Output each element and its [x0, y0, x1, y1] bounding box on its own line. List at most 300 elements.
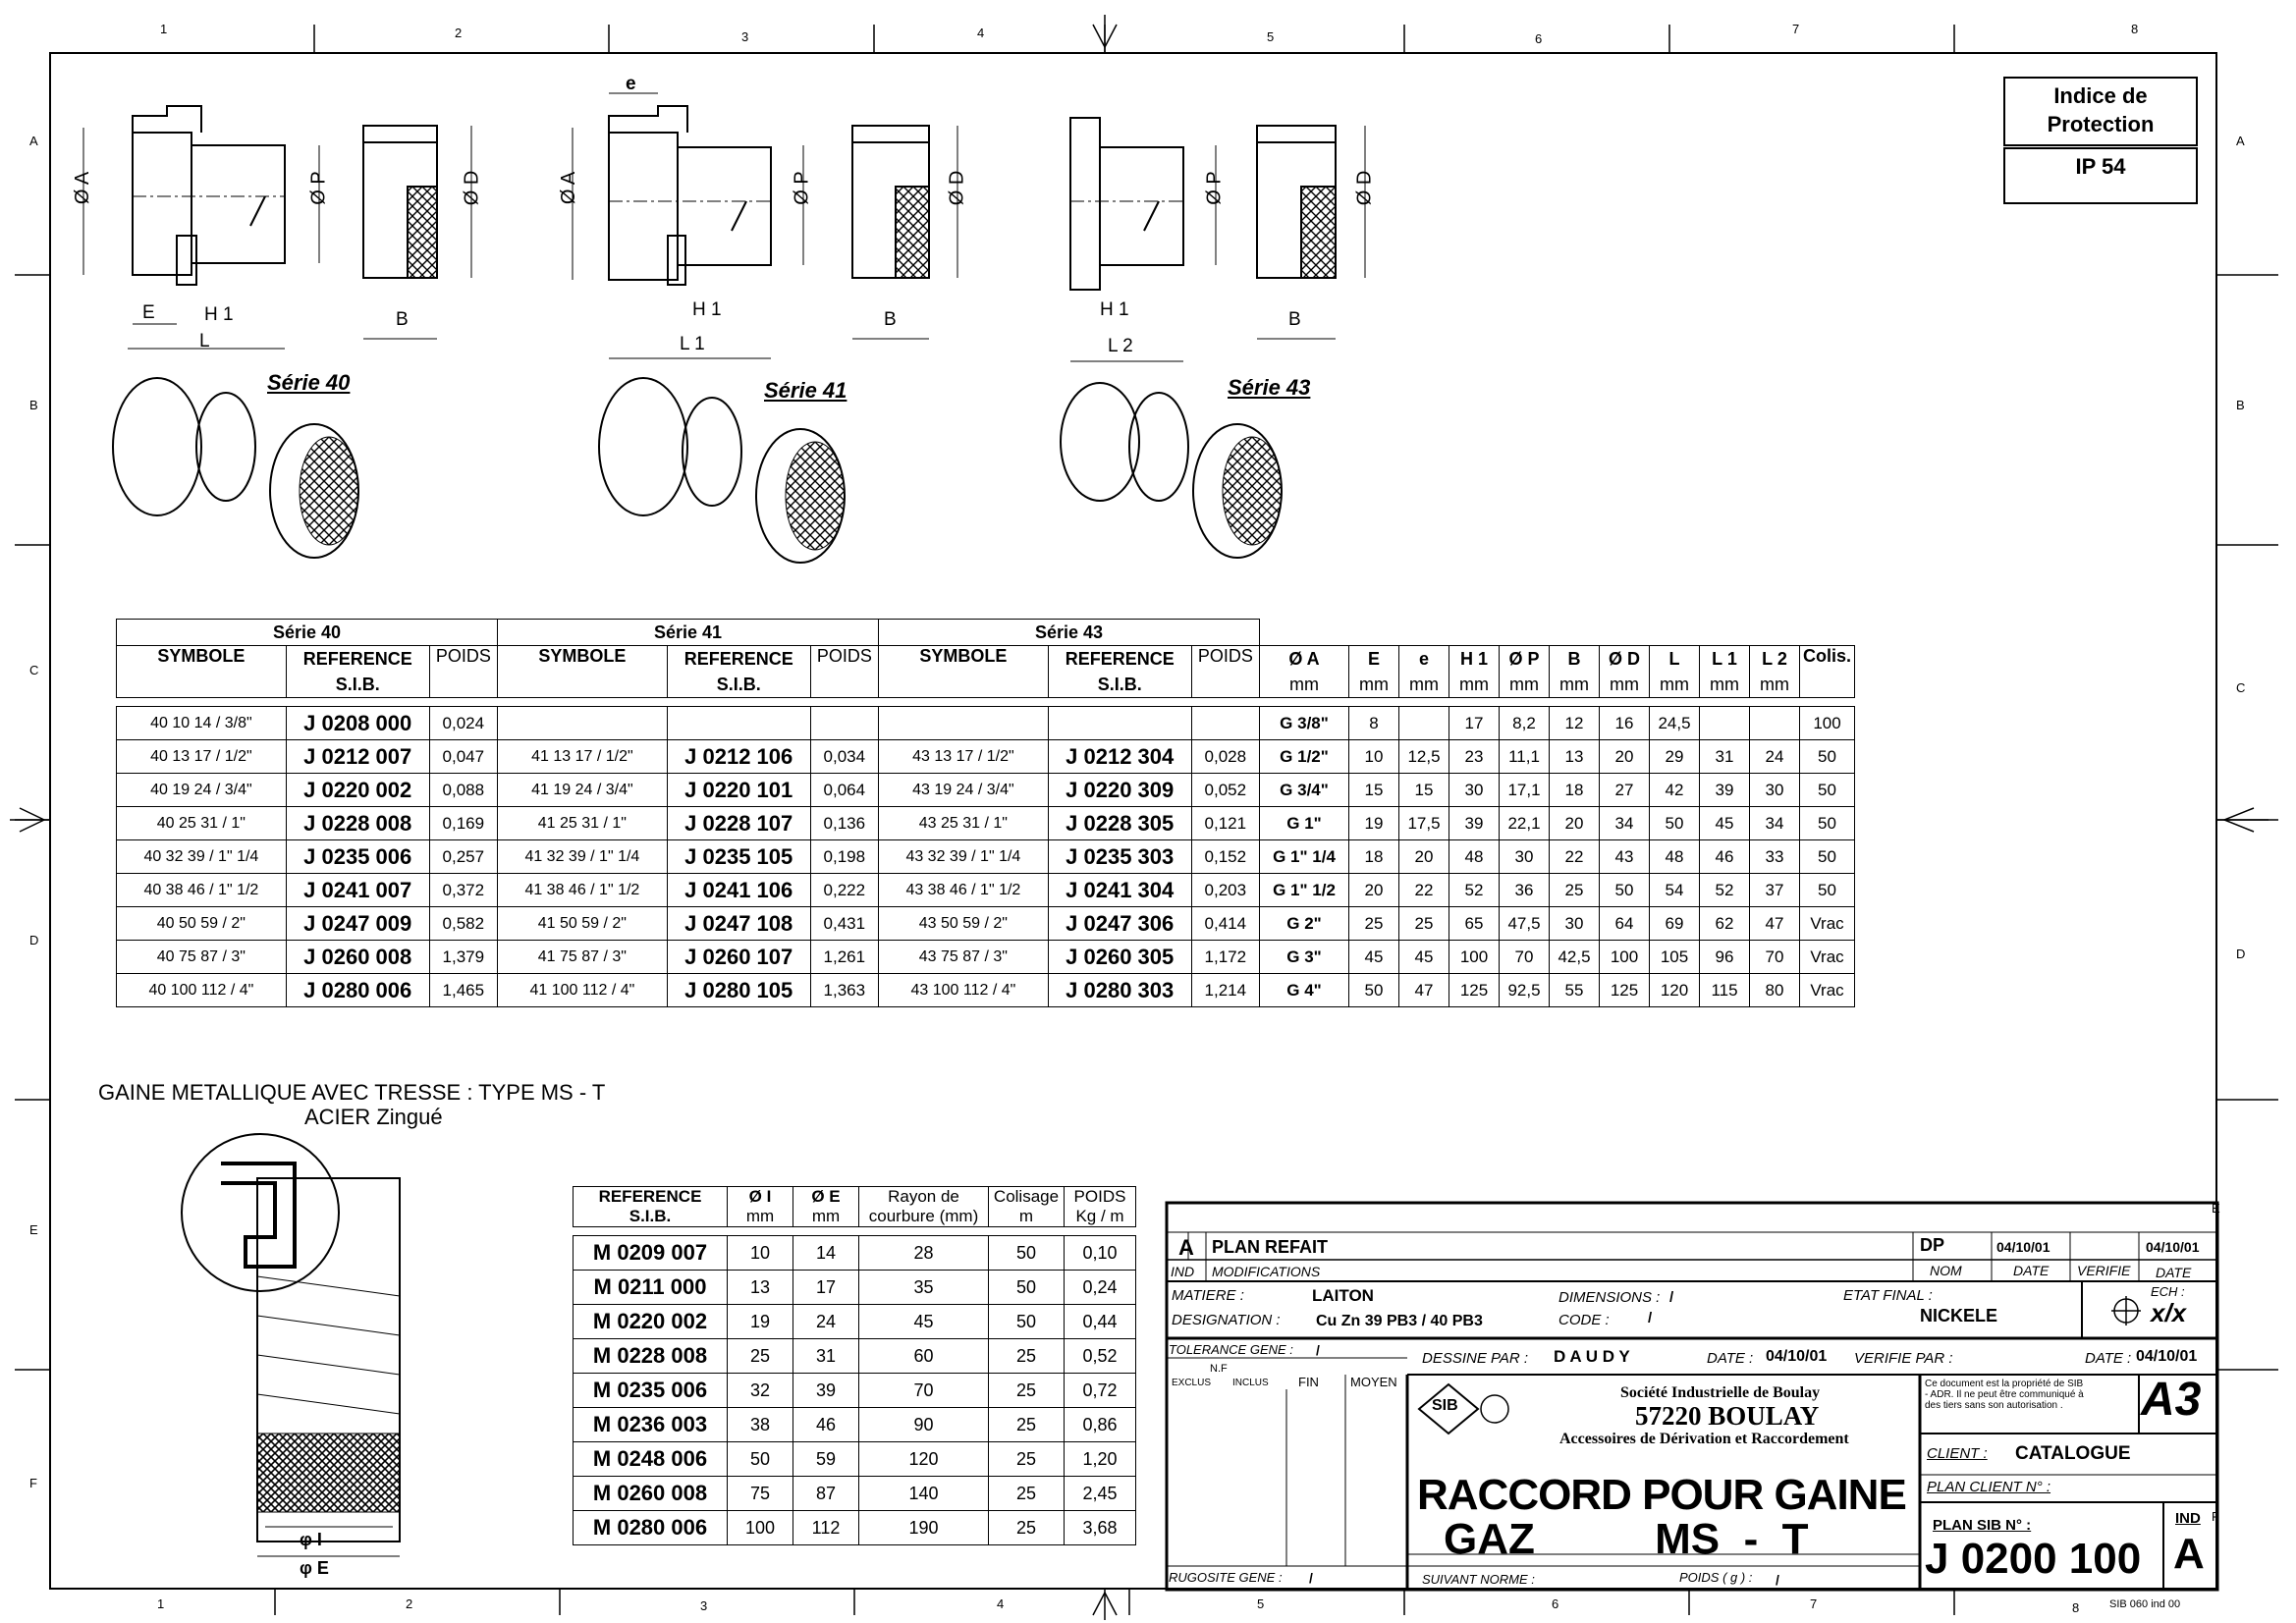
cell-l1: 115 [1700, 974, 1750, 1007]
cell-l: 54 [1650, 874, 1700, 907]
unit-p: mm [1500, 672, 1550, 698]
cell-r43: J 0280 303 [1048, 974, 1191, 1007]
cell-e: 25 [1399, 907, 1449, 941]
cell-l: 105 [1650, 941, 1700, 974]
gaine-cell-r: 60 [859, 1339, 989, 1374]
cell-h1: 39 [1449, 807, 1500, 840]
col-reference-40: REFERENCE [286, 646, 429, 673]
cell-r41: J 0247 108 [667, 907, 810, 941]
gaine-cell-e: 24 [793, 1305, 859, 1339]
ruler-bottom-3: 3 [700, 1598, 708, 1613]
cell-s40: 40 10 14 / 3/8" [117, 707, 287, 740]
cell-h1: 48 [1449, 840, 1500, 874]
etat-final-value: NICKELE [1920, 1306, 1998, 1325]
cell-h1: 23 [1449, 740, 1500, 774]
cell-e: 20 [1349, 874, 1399, 907]
cell-p40: 0,169 [429, 807, 497, 840]
cell-p43: 0,028 [1191, 740, 1259, 774]
cell-s40: 40 25 31 / 1" [117, 807, 287, 840]
sib-logo: SIB [1432, 1397, 1458, 1414]
cell-d: 16 [1600, 707, 1650, 740]
cell-colis: 50 [1800, 807, 1855, 840]
ruler-top-5: 5 [1267, 29, 1275, 44]
cell-b: 30 [1550, 907, 1600, 941]
unit-h1: mm [1449, 672, 1500, 698]
gaine-cell-c: 25 [989, 1442, 1065, 1477]
serie43-label: Série 43 [1228, 375, 1311, 400]
ruler-right-b: B [2236, 398, 2245, 412]
cell-l: 48 [1650, 840, 1700, 874]
ruler-right-d: D [2236, 947, 2246, 961]
gaine-cell-e: 87 [793, 1477, 859, 1511]
cell-p41: 1,261 [810, 941, 878, 974]
matiere-value: LAITON [1312, 1286, 1374, 1305]
cell-s41: 41 13 17 / 1/2" [498, 740, 668, 774]
cell-r43: J 0235 303 [1048, 840, 1191, 874]
cell-p: 36 [1500, 874, 1550, 907]
cell-e: 17,5 [1399, 807, 1449, 840]
cell-e: 50 [1349, 974, 1399, 1007]
ruler-right-c: C [2236, 680, 2246, 695]
gaine-cell-r: 28 [859, 1236, 989, 1271]
dim-e-40: E [142, 302, 155, 323]
gaine-col-reference-line2: S.I.B. [629, 1207, 672, 1225]
cell-s40: 40 75 87 / 3" [117, 941, 287, 974]
gaine-col-e-line1: Ø E [811, 1187, 841, 1206]
cell-colis: Vrac [1800, 974, 1855, 1007]
gaine-cell-ref: M 0260 008 [574, 1477, 728, 1511]
cell-colis: 50 [1800, 874, 1855, 907]
group-header-serie40: Série 40 [117, 620, 498, 646]
cell-b: 25 [1550, 874, 1600, 907]
cell-d: 43 [1600, 840, 1650, 874]
gaine-cell-r: 190 [859, 1511, 989, 1545]
gaine-col-colisage-line2: m [1018, 1207, 1034, 1225]
gaine-phi-e: φ E [300, 1558, 329, 1578]
rev-date1: 04/10/01 [1996, 1239, 2050, 1255]
gaine-cell-i: 25 [728, 1339, 793, 1374]
gaine-cell-r: 120 [859, 1442, 989, 1477]
cell-colis: 50 [1800, 740, 1855, 774]
cell-l: 50 [1650, 807, 1700, 840]
gaine-cell-ref: M 0209 007 [574, 1236, 728, 1271]
gaine-cell-c: 25 [989, 1511, 1065, 1545]
tolerance-value: / [1316, 1342, 1320, 1358]
cell-e: 45 [1349, 941, 1399, 974]
col-symbole-43: SYMBOLE [879, 646, 1049, 698]
gaine-cell-i: 75 [728, 1477, 793, 1511]
cell-r40: J 0228 008 [286, 807, 429, 840]
col-reference-41: REFERENCE [667, 646, 810, 673]
cell-r43: J 0260 305 [1048, 941, 1191, 974]
cell-d: 100 [1600, 941, 1650, 974]
gaine-cell-c: 25 [989, 1339, 1065, 1374]
gaine-cell-ref: M 0235 006 [574, 1374, 728, 1408]
cell-e: 45 [1399, 941, 1449, 974]
cell-p: 17,1 [1500, 774, 1550, 807]
cell-p: 70 [1500, 941, 1550, 974]
gaine-cell-r: 90 [859, 1408, 989, 1442]
cell-r40: J 0247 009 [286, 907, 429, 941]
cell-r41: J 0220 101 [667, 774, 810, 807]
dim-phi-a-40: Ø A [72, 171, 94, 205]
gaine-cell-i: 19 [728, 1305, 793, 1339]
ruler-top-1: 1 [160, 22, 168, 36]
gaine-cell-i: 50 [728, 1442, 793, 1477]
cell-p43: 0,052 [1191, 774, 1259, 807]
cell-p: 47,5 [1500, 907, 1550, 941]
gaine-col-rayon-line2: courbure (mm) [868, 1207, 979, 1225]
cell-l1: 62 [1700, 907, 1750, 941]
gaine-cell-ref: M 0280 006 [574, 1511, 728, 1545]
ruler-left-e: E [29, 1222, 38, 1237]
rev-date2: 04/10/01 [2146, 1239, 2200, 1255]
cell-p41: 0,034 [810, 740, 878, 774]
col-dim-h1: H 1 [1449, 646, 1500, 673]
cell-h1: 100 [1449, 941, 1500, 974]
cell-d: 34 [1600, 807, 1650, 840]
cell-r41: J 0241 106 [667, 874, 810, 907]
col-dim-e-upper: E [1349, 646, 1399, 673]
cell-r43: J 0220 309 [1048, 774, 1191, 807]
cell-a: G 4" [1260, 974, 1349, 1007]
cell-r40: J 0208 000 [286, 707, 429, 740]
cell-l: 29 [1650, 740, 1700, 774]
cell-l2: 33 [1750, 840, 1800, 874]
cell-s40: 40 32 39 / 1" 1/4 [117, 840, 287, 874]
cell-e: 15 [1399, 774, 1449, 807]
cell-l1: 46 [1700, 840, 1750, 874]
dim-l-40: L [199, 331, 210, 352]
gaine-cell-e: 112 [793, 1511, 859, 1545]
cell-p41: 1,363 [810, 974, 878, 1007]
format-value: A3 [2141, 1374, 2202, 1426]
cell-r41: J 0280 105 [667, 974, 810, 1007]
gaine-cell-ref: M 0211 000 [574, 1271, 728, 1305]
ruler-bottom-6: 6 [1552, 1596, 1559, 1611]
cell-e: 18 [1349, 840, 1399, 874]
gaine-cell-r: 70 [859, 1374, 989, 1408]
serie40-label: Série 40 [267, 370, 351, 395]
ruler-left-c: C [29, 663, 39, 677]
gaine-cell-e: 39 [793, 1374, 859, 1408]
gaine-col-poids-line2: Kg / m [1075, 1207, 1124, 1225]
col-sib-43: S.I.B. [1048, 672, 1191, 698]
gaine-cell-i: 13 [728, 1271, 793, 1305]
cell-r40: J 0220 002 [286, 774, 429, 807]
ruler-top-3: 3 [741, 29, 749, 44]
cell-s40: 40 50 59 / 2" [117, 907, 287, 941]
cell-d: 27 [1600, 774, 1650, 807]
unit-l1: mm [1700, 672, 1750, 698]
cell-l2: 37 [1750, 874, 1800, 907]
ruler-bottom-7: 7 [1810, 1596, 1818, 1611]
gaine-col-colisage-line1: Colisage [993, 1187, 1060, 1206]
ind-value: A [2173, 1530, 2205, 1578]
cell-l1: 39 [1700, 774, 1750, 807]
cell-r40: J 0212 007 [286, 740, 429, 774]
gaine-cell-ref: M 0220 002 [574, 1305, 728, 1339]
cell-p40: 0,088 [429, 774, 497, 807]
cell-e: 47 [1399, 974, 1449, 1007]
cell-p40: 0,372 [429, 874, 497, 907]
cell-s43: 43 32 39 / 1" 1/4 [879, 840, 1049, 874]
cell-s40: 40 13 17 / 1/2" [117, 740, 287, 774]
cell-r43: J 0247 306 [1048, 907, 1191, 941]
drawing-title-line2: GAZ MS - T [1444, 1515, 1809, 1563]
dim-l2-43: L 2 [1108, 336, 1133, 356]
protection-value: IP 54 [2075, 154, 2126, 179]
dim-b-43: B [1288, 309, 1301, 330]
dim-phi-d-41: Ø D [946, 170, 968, 206]
date-verifie-value: 04/10/01 [2136, 1348, 2198, 1365]
cell-l2: 47 [1750, 907, 1800, 941]
ruler-bottom-4: 4 [997, 1596, 1005, 1611]
cell-p43: 0,121 [1191, 807, 1259, 840]
cell-p41: 0,222 [810, 874, 878, 907]
cell-e: 22 [1399, 874, 1449, 907]
cell-e: 12,5 [1399, 740, 1449, 774]
cell-p: 11,1 [1500, 740, 1550, 774]
ruler-left-b: B [29, 398, 38, 412]
cell-p40: 1,379 [429, 941, 497, 974]
date-dessine-value: 04/10/01 [1766, 1348, 1828, 1365]
nom-label: NOM [1930, 1263, 1962, 1278]
cell-r43: J 0212 304 [1048, 740, 1191, 774]
cell-r43: J 0241 304 [1048, 874, 1191, 907]
cell-s43: 43 13 17 / 1/2" [879, 740, 1049, 774]
cell-e: 15 [1349, 774, 1399, 807]
cell-s41: 41 50 59 / 2" [498, 907, 668, 941]
unit-e-lower: mm [1399, 672, 1449, 698]
moyen-label: MOYEN [1350, 1375, 1397, 1389]
gaine-cell-ref: M 0236 003 [574, 1408, 728, 1442]
ruler-left-d: D [29, 933, 39, 947]
cell-d: 125 [1600, 974, 1650, 1007]
gaine-cell-e: 31 [793, 1339, 859, 1374]
ruler-bottom-2: 2 [406, 1596, 413, 1611]
cell-s43: 43 50 59 / 2" [879, 907, 1049, 941]
ind-label-2: IND [2175, 1510, 2201, 1527]
dim-phi-d-43: Ø D [1353, 170, 1376, 206]
designation-label: DESIGNATION : [1172, 1312, 1281, 1328]
client-label: CLIENT : [1927, 1445, 1988, 1462]
cell-b: 22 [1550, 840, 1600, 874]
verifie-label-rev: VERIFIE [2077, 1263, 2131, 1278]
cell-b: 55 [1550, 974, 1600, 1007]
footer-reference: SIB 060 ind 00 [2109, 1598, 2181, 1610]
cell-r43: J 0228 305 [1048, 807, 1191, 840]
cell-p: 30 [1500, 840, 1550, 874]
code-value: / [1648, 1310, 1653, 1326]
cell-l2: 34 [1750, 807, 1800, 840]
serie41-label: Série 41 [764, 378, 847, 403]
cell-h1: 65 [1449, 907, 1500, 941]
cell-r40: J 0241 007 [286, 874, 429, 907]
cell-s41: 41 75 87 / 3" [498, 941, 668, 974]
cell-d: 20 [1600, 740, 1650, 774]
ruler-bottom-8: 8 [2072, 1600, 2080, 1615]
protection-label-line1: Indice de [2053, 83, 2148, 108]
cell-r40: J 0260 008 [286, 941, 429, 974]
cell-p40: 1,465 [429, 974, 497, 1007]
cell-l2: 24 [1750, 740, 1800, 774]
cell-p41: 0,064 [810, 774, 878, 807]
cell-l2: 80 [1750, 974, 1800, 1007]
gaine-cell-c: 50 [989, 1236, 1065, 1271]
gaine-cell-c: 50 [989, 1271, 1065, 1305]
cell-e: 25 [1349, 907, 1399, 941]
fin-label: FIN [1298, 1375, 1319, 1389]
cell-l2: 70 [1750, 941, 1800, 974]
col-dim-l: L [1650, 646, 1700, 673]
cell-r40: J 0235 006 [286, 840, 429, 874]
ruler-right-e: E [2212, 1201, 2220, 1216]
dim-phi-p-41: Ø P [791, 171, 813, 205]
ruler-top-8: 8 [2131, 22, 2139, 36]
gaine-cell-p: 0,72 [1065, 1374, 1136, 1408]
cell-d: 50 [1600, 874, 1650, 907]
cell-b: 42,5 [1550, 941, 1600, 974]
echelle-value: x/x [2151, 1298, 2187, 1327]
cell-r41: J 0235 105 [667, 840, 810, 874]
dessine-value: D A U D Y [1554, 1347, 1630, 1366]
ruler-top-2: 2 [455, 26, 463, 40]
cell-l: 120 [1650, 974, 1700, 1007]
gaine-cell-p: 0,44 [1065, 1305, 1136, 1339]
cell-h1: 30 [1449, 774, 1500, 807]
col-poids-43: POIDS [1191, 646, 1259, 698]
gaine-cell-i: 32 [728, 1374, 793, 1408]
cell-l1: 96 [1700, 941, 1750, 974]
cell-p: 22,1 [1500, 807, 1550, 840]
cell-p40: 0,582 [429, 907, 497, 941]
cell-a: G 2" [1260, 907, 1349, 941]
cell-b: 13 [1550, 740, 1600, 774]
cell-colis: Vrac [1800, 941, 1855, 974]
gaine-cell-i: 10 [728, 1236, 793, 1271]
poids-g-label: POIDS ( g ) : [1679, 1570, 1753, 1585]
cell-l: 42 [1650, 774, 1700, 807]
cell-h1: 125 [1449, 974, 1500, 1007]
cell-a: G 1" [1260, 807, 1349, 840]
gaine-cell-ref: M 0228 008 [574, 1339, 728, 1374]
cell-r41: J 0212 106 [667, 740, 810, 774]
col-poids-40: POIDS [429, 646, 497, 698]
cell-colis: Vrac [1800, 907, 1855, 941]
col-dim-l1: L 1 [1700, 646, 1750, 673]
ruler-bottom-5: 5 [1257, 1596, 1265, 1611]
unit-d: mm [1600, 672, 1650, 698]
gaine-cell-r: 45 [859, 1305, 989, 1339]
col-dim-a: Ø A [1260, 646, 1349, 673]
cell-s41: 41 25 31 / 1" [498, 807, 668, 840]
gaine-cell-e: 46 [793, 1408, 859, 1442]
gaine-col-i-line2: mm [745, 1207, 775, 1225]
code-label: CODE : [1558, 1312, 1610, 1328]
cell-r41: J 0228 107 [667, 807, 810, 840]
verifie-label: VERIFIE PAR : [1854, 1350, 1953, 1367]
cell-a: G 1" 1/2 [1260, 874, 1349, 907]
gaine-cell-i: 38 [728, 1408, 793, 1442]
dim-phi-d-40: Ø D [461, 170, 483, 206]
col-dim-d: Ø D [1600, 646, 1650, 673]
dim-b-41: B [884, 309, 897, 330]
dim-h1-41: H 1 [692, 299, 722, 320]
ruler-bottom-1: 1 [157, 1596, 165, 1611]
suivant-norme-label: SUIVANT NORME : [1422, 1572, 1535, 1587]
date-label-rev: DATE [2013, 1263, 2050, 1278]
cell-a: G 1" 1/4 [1260, 840, 1349, 874]
cell-h1: 17 [1449, 707, 1500, 740]
cell-a: G 3" [1260, 941, 1349, 974]
cell-s40: 40 19 24 / 3/4" [117, 774, 287, 807]
col-dim-e-lower: e [1399, 646, 1449, 673]
poids-g-value: / [1776, 1572, 1779, 1588]
cell-a: G 1/2" [1260, 740, 1349, 774]
cell-p41: 0,198 [810, 840, 878, 874]
unit-b: mm [1550, 672, 1600, 698]
cell-l: 24,5 [1650, 707, 1700, 740]
rev-letter: A [1178, 1235, 1194, 1260]
cell-s43: 43 25 31 / 1" [879, 807, 1049, 840]
gaine-col-e-line2: mm [811, 1207, 841, 1225]
rugosite-value: / [1309, 1570, 1313, 1586]
gaine-cell-c: 25 [989, 1477, 1065, 1511]
cell-s41: 41 38 46 / 1" 1/2 [498, 874, 668, 907]
col-poids-41: POIDS [810, 646, 878, 698]
plan-sib-label: PLAN SIB N° : [1933, 1517, 2032, 1534]
cell-s43: 43 75 87 / 3" [879, 941, 1049, 974]
cell-colis: 50 [1800, 774, 1855, 807]
rev-by: DP [1920, 1235, 1945, 1255]
designation-value: Cu Zn 39 PB3 / 40 PB3 [1316, 1313, 1483, 1329]
group-header-serie41: Série 41 [498, 620, 879, 646]
exclus-label: EXCLUS [1172, 1378, 1212, 1388]
col-symbole-41: SYMBOLE [498, 646, 668, 698]
gaine-cell-p: 0,24 [1065, 1271, 1136, 1305]
gaine-cell-c: 50 [989, 1305, 1065, 1339]
col-colis: Colis. [1800, 646, 1855, 698]
col-reference-43: REFERENCE [1048, 646, 1191, 673]
gaine-phi-i: φ I [300, 1530, 322, 1549]
ruler-left-a: A [29, 134, 38, 148]
gaine-cell-p: 0,86 [1065, 1408, 1136, 1442]
gaine-cell-e: 17 [793, 1271, 859, 1305]
etat-final-label: ETAT FINAL : [1843, 1287, 1933, 1304]
gaine-cell-p: 3,68 [1065, 1511, 1136, 1545]
company-city: 57220 BOULAY [1635, 1401, 1820, 1431]
cell-l1: 52 [1700, 874, 1750, 907]
dim-phi-p-40: Ø P [307, 171, 330, 205]
cell-p43: 1,172 [1191, 941, 1259, 974]
plan-sib-value: J 0200 100 [1925, 1535, 2142, 1583]
cell-b: 20 [1550, 807, 1600, 840]
unit-a: mm [1260, 672, 1349, 698]
cell-p: 92,5 [1500, 974, 1550, 1007]
dim-e-41: e [626, 74, 636, 94]
cell-p40: 0,257 [429, 840, 497, 874]
cell-l2: 30 [1750, 774, 1800, 807]
cell-e: 19 [1349, 807, 1399, 840]
company-name: Société Industrielle de Boulay [1620, 1384, 1821, 1401]
cell-b: 18 [1550, 774, 1600, 807]
gaine-title: GAINE METALLIQUE AVEC TRESSE : TYPE MS - T [98, 1080, 606, 1105]
dessine-label: DESSINE PAR : [1422, 1350, 1529, 1367]
date2-label-rev: DATE [2156, 1265, 2192, 1280]
cell-s40: 40 100 112 / 4" [117, 974, 287, 1007]
gaine-cell-p: 2,45 [1065, 1477, 1136, 1511]
